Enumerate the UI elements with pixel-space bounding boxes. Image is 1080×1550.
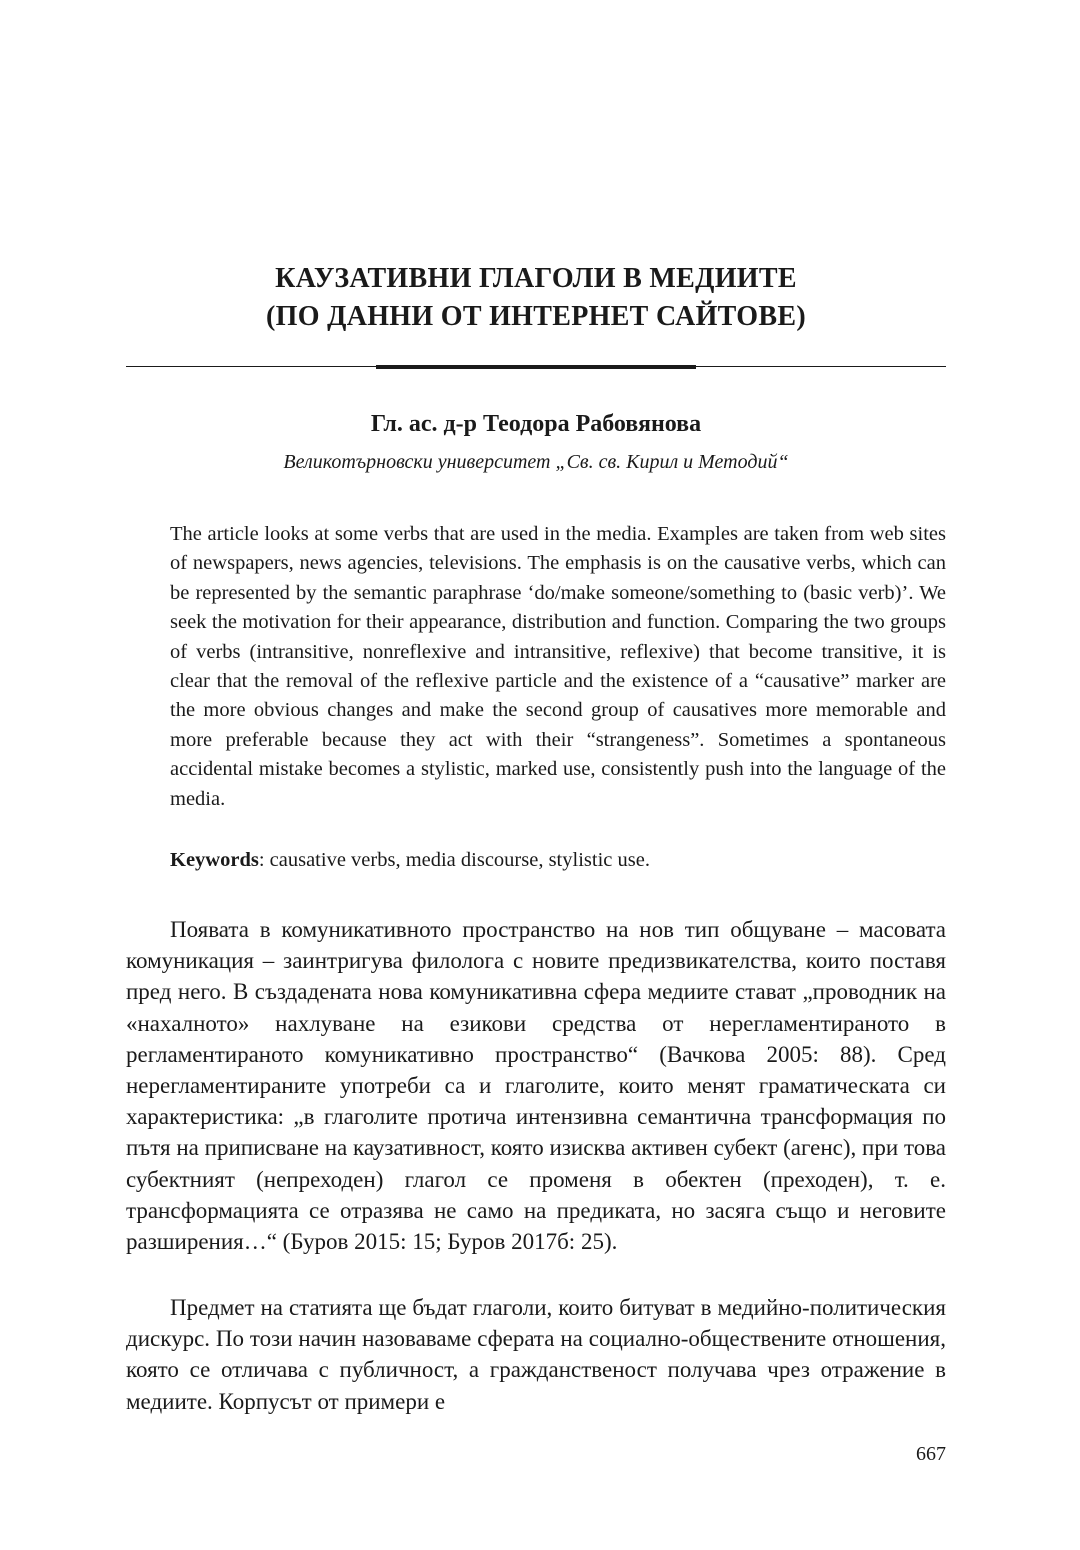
body-paragraph-2: Предмет на статията ще бъдат глаголи, които битуват в медийно-политическия дискурс. По този начин назоваваме сферата на социално-обществените отношения, която се отличава с публичност, а гражданственост получава чрез отражение в медиите. Корпусът от примери е xyxy=(126,1295,946,1414)
author-affiliation: Великотърновски университет „Св. св. Кирил и Методий“ xyxy=(283,451,789,473)
abstract: The article looks at some verbs that are used in the media. Examples are taken from web sites of newspapers, news agencies, televisions. The emphasis is on the causative verbs, which can be represented by the semantic paraphrase ‘do/make someone/something to (basic verb)’. We seek the motivation for their appearance, distribution and function. Comparing the two groups of verbs (intransitive, nonreflexive and intransitive, reflexive) that become transitive, it is clear that the removal of the reflexive particle and the existence of a “causative” marker are the more obvious changes and make the second group of causatives more memorable and more preferable because they act with their “strangeness”. Sometimes a spontaneous accidental mistake becomes a stylistic, marked use, consistently push into the language of the media. xyxy=(170,523,946,810)
keywords-text: : causative verbs, media discourse, stylistic use. xyxy=(258,849,650,871)
author-name: Гл. ас. д-р Теодора Рабовянова xyxy=(370,411,702,437)
title-divider-thick xyxy=(376,365,696,369)
keywords-line xyxy=(170,846,946,875)
article-title-line-2: (ПО ДАННИ ОТ ИНТЕРНЕТ САЙТОВЕ) xyxy=(266,301,806,332)
article-title-line-1: КАУЗАТИВНИ ГЛАГОЛИ В МЕДИИТЕ xyxy=(275,263,797,294)
body-paragraph-1: Появата в комуникативното пространство на нов тип общуване – масовата комуникация – заинтригува филолога с новите предизвикателства, които поставя пред него. В създадената нова комуникативна сфера медиите стават „проводник на «нахалното» нахлуване на езикови средства от нерегламентираното в регламентираното комуникативно пространство“ (Вачкова 2005: 88). Сред нерегламентираните употреби са и глаголите, които менят граматическата си характеристика: „в глаголите протича интензивна семантична трансформация по пътя на приписване на каузативност, която изисква активен субект (агенс), при това субектният (непреходен) глагол се променя в обектен (преходен), т. е. трансформацията се отразява не само на предиката, но засяга също и неговите разширения…“ (Буров 2015: 15; Буров 2017б: 25). xyxy=(126,917,946,1255)
keywords-label: Keywords xyxy=(170,849,259,871)
page-number: 667 xyxy=(916,1443,946,1465)
